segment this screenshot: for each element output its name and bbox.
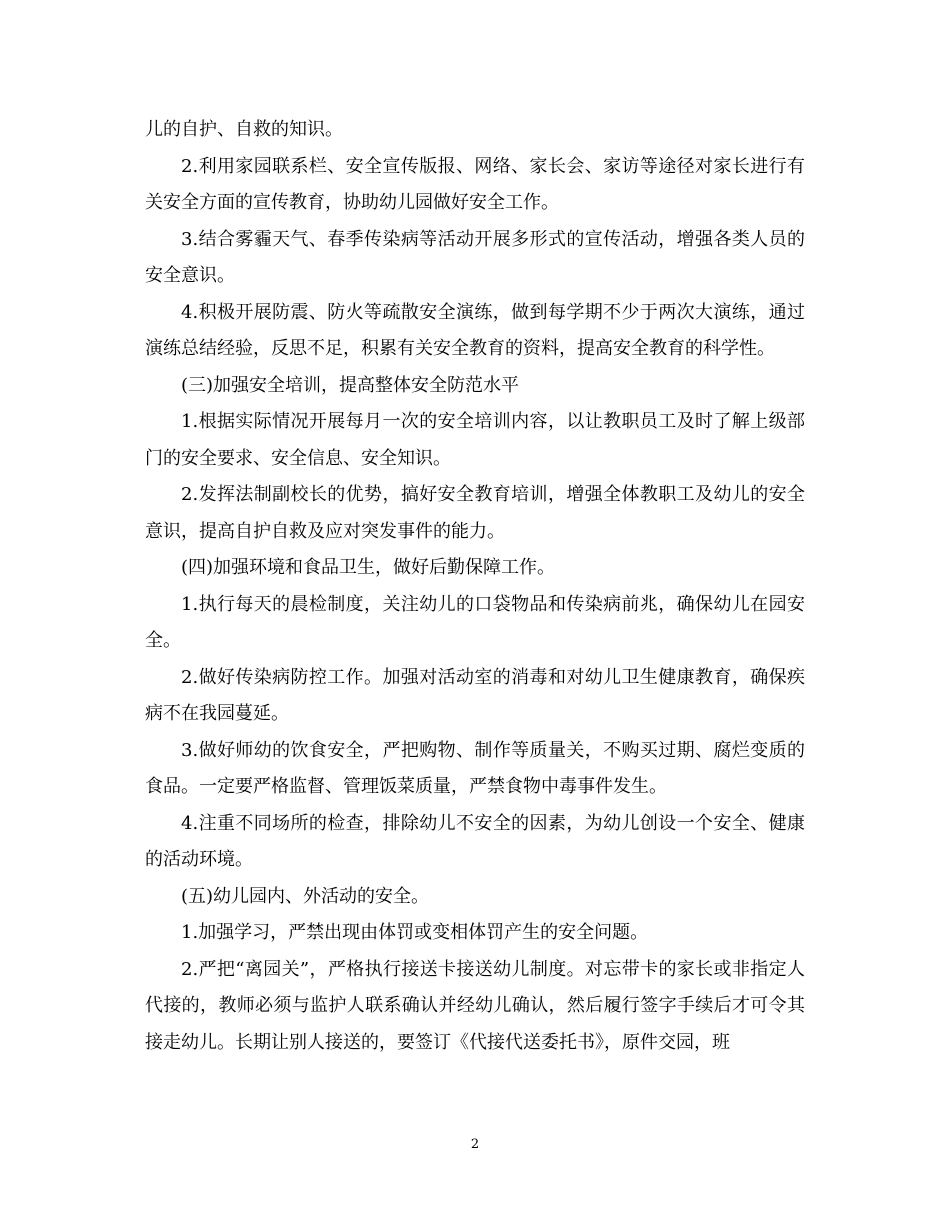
document-body bbox=[145, 112, 805, 1061]
section-heading: (三)加强安全培训，提高整体安全防范水平 bbox=[181, 374, 520, 396]
paragraph: 2.做好传染病防控工作。加强对活动室的消毒和对幼儿卫生健康教育，确保疾病不在我园蔓延。 bbox=[145, 666, 805, 724]
paragraph: 1.执行每天的晨检制度，关注幼儿的口袋物品和传染病前兆，确保幼儿在园安全。 bbox=[145, 593, 805, 651]
paragraph: 2.利用家园联系栏、安全宣传版报、网络、家长会、家访等途径对家长进行有关安全方面的宣传教育，协助幼儿园做好安全工作。 bbox=[145, 155, 805, 213]
page-number: 2 bbox=[470, 1137, 480, 1152]
section-heading: (四)加强环境和食品卫生，做好后勤保障工作。 bbox=[181, 557, 556, 578]
paragraph: 儿的自护、自救的知识。 bbox=[145, 119, 343, 140]
paragraph: 1.根据实际情况开展每月一次的安全培训内容，以让教职员工及时了解上级部门的安全要求、安全信息、安全知识。 bbox=[145, 411, 805, 469]
paragraph: 4.积极开展防震、防火等疏散安全演练，做到每学期不少于两次大演练，通过演练总结经验，反思不足，积累有关安全教育的资料，提高安全教育的科学性。 bbox=[145, 301, 805, 359]
paragraph: 2.严把“离园关”，严格执行接送卡接送幼儿制度。对忘带卡的家长或非指定人代接的，教师必须与监护人联系确认并经幼儿确认，然后履行签字手续后才可令其接走幼儿。长期让别人接送的，要签订《代接代送委托书》，原件交园，班 bbox=[145, 958, 805, 1053]
paragraph: 3.做好师幼的饮食安全，严把购物、制作等质量关，不购买过期、腐烂变质的食品。一定要严格监督、管理饭菜质量，严禁食物中毒事件发生。 bbox=[145, 739, 805, 797]
paragraph: 4.注重不同场所的检查，排除幼儿不安全的因素，为幼儿创设一个安全、健康的活动环境。 bbox=[145, 812, 805, 870]
paragraph: 1.加强学习，严禁出现由体罚或变相体罚产生的安全问题。 bbox=[181, 922, 649, 943]
paragraph: 3.结合雾霾天气、春季传染病等活动开展多形式的宣传活动，增强各类人员的安全意识。 bbox=[145, 228, 805, 286]
section-heading: (五)幼儿园内、外活动的安全。 bbox=[181, 885, 430, 907]
paragraph: 2.发挥法制副校长的优势，搞好安全教育培训，增强全体教职工及幼儿的安全意识，提高自护自救及应对突发事件的能力。 bbox=[145, 484, 805, 542]
